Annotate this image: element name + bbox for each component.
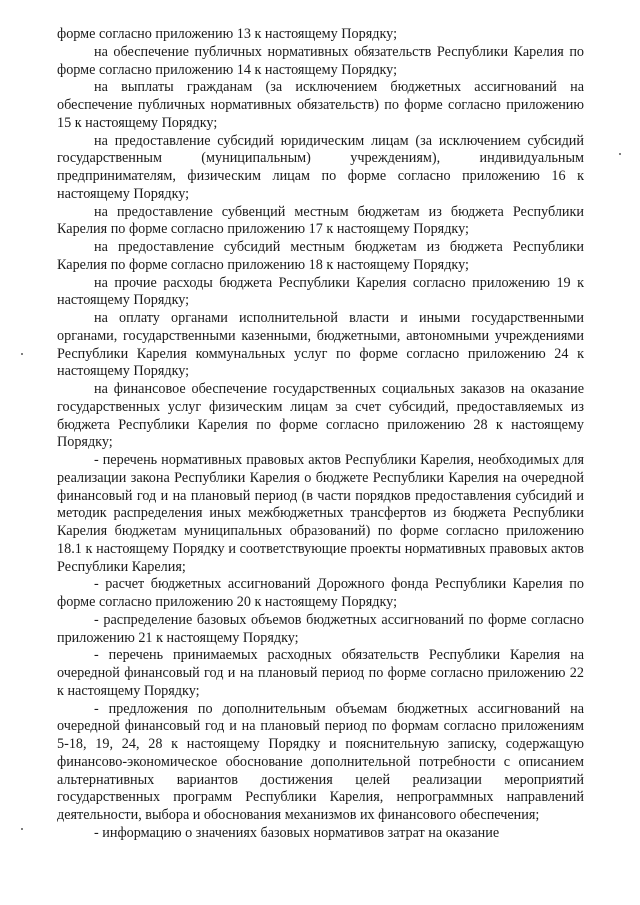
paragraph-local-subsidies: на предоставление субсидий местным бюджетам из бюджета Республики Карелия по форме согласно приложению 18 к настоящему Порядку; xyxy=(57,239,584,273)
paragraph-public-obligations: на обеспечение публичных нормативных обязательств Республики Карелия по форме согласно приложению 14 к настоящему Порядку; xyxy=(57,43,584,78)
paragraph-other-expenses: на прочие расходы бюджета Республики Карелия согласно приложению 19 к настоящему Порядку; xyxy=(57,274,584,309)
paragraph-legal-acts-list: - перечень нормативных правовых актов Республики Карелия, необходимых для реализации закона Республики Карелия о бюджете Республики Карелия на очередной финансовый год и на плановый период (в части порядков предоставления субсидий и методик распределения иных межбюджетных трансфертов из бюджета Республики Карелия бюджетам муниципальных образований) по форме согласно приложению 18.1 к настоящему Порядку и соответствующие проекты нормативных правовых актов Республики Карелия; xyxy=(57,452,584,575)
paragraph-social-orders: на финансовое обеспечение государственных социальных заказов на оказание государственных услуг физическим лицам за счет субсидий, предоставляемых из бюджета Республики Карелия по форме согласно приложению 28 к настоящему Порядку; xyxy=(57,381,584,451)
paragraph-expenditure-obligations: - перечень принимаемых расходных обязательств Республики Карелия на очередной финансовый год и на плановый период по форме согласно приложению 22 к настоящему Порядку; xyxy=(57,647,584,699)
paragraph-additional-allocations: - предложения по дополнительным объемам бюджетных ассигнований на очередной финансовый год и на плановый период по формам согласно приложениям 5-18, 19, 24, 28 к настоящему Порядку и пояснительную записку, содержащую финансово-экономическое обоснование дополнительной потребности с описанием альтернативных вариантов достижения целей реализации мероприятий государственных программ Республики Карелия, непрограммных направлений деятельности, выбора и обоснования механизмов их финансового обеспечения; xyxy=(57,700,584,823)
paragraph-citizen-payments: на выплаты гражданам (за исключением бюджетных ассигнований на обеспечение публичных нормативных обязательств) по форме согласно приложению 15 к настоящему Порядку; xyxy=(57,79,584,131)
paragraph-base-allocations: - распределение базовых объемов бюджетных ассигнований по форме согласно приложению 21 к настоящему Порядку; xyxy=(57,611,584,646)
paragraph-utilities: на оплату органами исполнительной власти и иными государственными органами, государственными казенными, бюджетными, автономными учреждениями Республики Карелия коммунальных услуг по форме согласно приложению 24 к настоящему Порядку; xyxy=(57,310,584,380)
paragraph-road-fund: - расчет бюджетных ассигнований Дорожного фонда Республики Карелия по форме согласно приложению 20 к настоящему Порядку; xyxy=(57,576,584,610)
paragraph-legal-entity-subsidies: на предоставление субсидий юридическим лицам (за исключением субсидий государственным (муниципальным) учреждениям), индивидуальным предпринимателям, физическим лицам по форме согласно приложению 16 к настоящему Порядку; xyxy=(57,132,584,202)
document-page xyxy=(57,26,584,843)
paragraph-subventions: на предоставление субвенций местным бюджетам из бюджета Республики Карелия по форме согласно приложению 17 к настоящему Порядку; xyxy=(57,203,584,238)
paragraph-continuation: форме согласно приложению 13 к настоящему Порядку; xyxy=(57,26,398,42)
scan-speck xyxy=(21,353,23,355)
paragraph-base-cost-standards: - информацию о значениях базовых нормативов затрат на оказание xyxy=(94,824,500,841)
scan-speck xyxy=(619,153,621,155)
scan-speck xyxy=(21,828,23,830)
